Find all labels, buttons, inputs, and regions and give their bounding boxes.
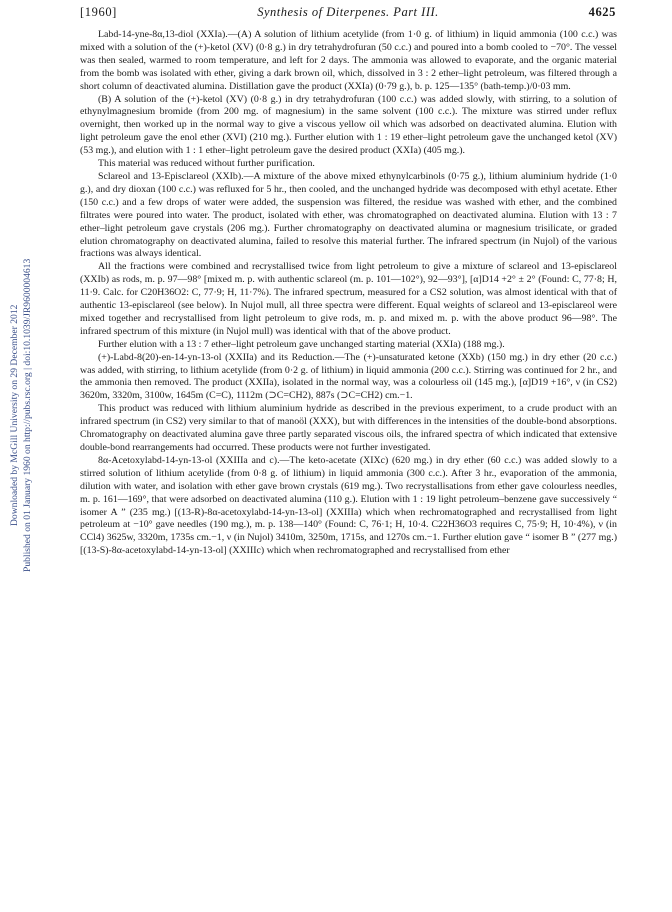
paragraph-xxiia: (+)-Labd-8(20)-en-14-yn-13-ol (XXIIa) and its Reduction.—The (+)-unsaturated ketone (XXb) (150 mg.) in dry ether (20 c.c.) was added, with stirring, to lithium acetylide (from 0·2 g. of lithium) in liquid ammonia (200 c.c.). Stirring was continued for 2 hr., and the ammonia then removed. The product (XXIIa), isolated in the normal way, was a colourless oil (145 mg.), [α]D19 +16°, ν (in CS2) 3620m, 3320m, 3100w, 1645m (C=C), 1112m (⊃C=CH2), 887s (⊃C=CH2) cm.−1. bbox=[80, 351, 617, 402]
header-page-number: 4625 bbox=[588, 5, 616, 19]
paragraph-xxiiia: 8α-Acetoxylabd-14-yn-13-ol (XXIIIa and c).—The keto-acetate (XIXc) (620 mg.) in dry ether (60 c.c.) was added slowly to a stirred solution of lithium acetylide (from 0·8 g. of lithium) in liquid ammonia (300 c.c.). After 3 hr., evaporation of the ammonia, dilution with water, and isolation with ether gave brown crystals (619 mg.). Two recrystallisations from ether gave colourless needles, m. p. 161—169°, that were adsorbed on deactivated alumina (110 g.). Elution with 1 : 19 light petroleum–benzene gave successively “ isomer A ” (235 mg.) [(13-R)-8α-acetoxylabd-14-yn-13-ol] (XXIIIa) which when rechromatographed and recrystallised from light petroleum at −10° gave needles (190 mg.), m. p. 138—140° (Found: C, 76·1; H, 10·4. C22H36O3 requires C, 75·9; H, 10·4%), ν (in CCl4) 3625w, 3320m, 1735s cm.−1, ν (in Nujol) 3410m, 3250m, 1715s, and 1270s cm.−1. Further elution gave “ isomer B ” (277 mg.) [(13-S)-8α-acetoxylabd-14-yn-13-ol] (XXIIIc) which when rechromatographed and recrystallised from ether bbox=[80, 454, 617, 557]
paragraph-reduction-note: This material was reduced without further purification. bbox=[98, 158, 315, 170]
article-body bbox=[80, 29, 617, 558]
paragraph-xxiia-reduction: This product was reduced with lithium aluminium hydride as described in the previous experiment, to a crude product with an infrared spectrum (in CS2) very similar to that of manoöl (XXX), but with differences in the intensities of the double-bond absorptions. Chromatography on deactivated alumina gave three partly separated viscous oils, the infrared spectra of which indicated that extensive double-bond rearrangements had occurred. These products were not further investigated. bbox=[80, 403, 617, 453]
paragraph-further-elution: Further elution with a 13 : 7 ether–light petroleum gave unchanged starting material (XXIa) (188 mg.). bbox=[98, 338, 505, 350]
paragraph-xxia-method-a: Labd-14-yne-8α,13-diol (XXIa).—(A) A solution of lithium acetylide (from 1·0 g. of lithium) in liquid ammonia (100 c.c.) was mixed with a solution of the (+)-ketol (XV) (0·8 g.) in dry tetrahydrofuran (50 c.c.) and poured into a bomb cooled to −70°. The vessel was then sealed, warmed to room temperature, and left for 2 days. The ammonia was allowed to evaporate, and the organic material from the bomb was isolated with ether, giving a dark brown oil, which, dissolved in 3 : 2 ether–light petroleum, was filtered through a short column of deactivated alumina. Distillation gave the product (XXIa) (0·79 g.), b. p. 125—135° (bath-temp.)/0·03 mm. bbox=[80, 29, 617, 92]
paragraph-recrystallisation: All the fractions were combined and recrystallised twice from light petroleum to give a mixture of sclareol and 13-episclareol (XXIb) as rods, m. p. 97—98° [mixed m. p. with authentic sclareol (m. p. 101—102°), 92—93°], [α]D14 +2° ± 2° (Found: C, 77·8; H, 11·9. Calc. for C20H36O2: C, 77·9; H, 11·7%). The infrared spectrum, measured for a CS2 solution, was almost identical with that of authentic 13-episclareol (see below). In Nujol mull, all three spectra were different. Equal weights of sclareol and 13-episclareol were mixed together and recrystallised from light petroleum to give rods, m. p. and mixed m. p. with the above product 96—98°. The infrared spectrum of this mixture (in Nujol mull) was identical with that of the above product. bbox=[80, 261, 617, 337]
running-header bbox=[80, 5, 616, 23]
paragraph-sclareol: Sclareol and 13-Episclareol (XXIb).—A mixture of the above mixed ethynylcarbinols (0·75 g.), lithium aluminium hydride (1·0 g.), and dry dioxan (100 c.c.) was refluxed for 5 hr., then cooled, and the unchanged hydride was decomposed with ethyl acetate. Ether (150 c.c.) and a few drops of water were added, the suspension was filtered, the residue was washed with ether, and the combined filtrates were poured into water. The product, isolated with ether, was chromatographed on deactivated alumina. Elution with 13 : 7 ether–light petroleum gave crystals (206 mg.). Further chromatography on deactivated alumina or magnesium trisilicate, or graded elution chromatography on deactivated alumina, failed to resolve this material further. The infrared spectrum (in Nujol) of the various fractions was always identical. bbox=[80, 170, 617, 260]
download-watermark bbox=[0, 150, 40, 680]
watermark-download-line: Downloaded by McGill University on 29 December 2012 bbox=[9, 304, 20, 526]
header-year: [1960] bbox=[80, 5, 117, 19]
watermark-published-line: Published on 01 January 1960 on http://pubs.rsc.org | doi:10.1039/JR9600004613 bbox=[22, 258, 33, 572]
paragraph-xxia-method-b: (B) A solution of the (+)-ketol (XV) (0·8 g.) in dry tetrahydrofuran (100 c.c.) was added slowly, with stirring, to a solution of ethynylmagnesium bromide (from 200 mg. of magnesium) in the same solvent (100 c.c.). The mixture was stirred under reflux overnight, then worked up in the normal way to give a viscous yellow oil which was adsorbed on deactivated alumina. Elution with light petroleum gave the enol ether (XVI) (210 mg.). Further elution with 1 : 19 ether–light petroleum gave the unchanged ketol (XV) (53 mg.), and elution with 1 : 1 ether–light petroleum gave the desired product (XXIa) (405 mg.). bbox=[80, 93, 617, 157]
header-title: Synthesis of Diterpenes. Part III. bbox=[257, 5, 439, 19]
